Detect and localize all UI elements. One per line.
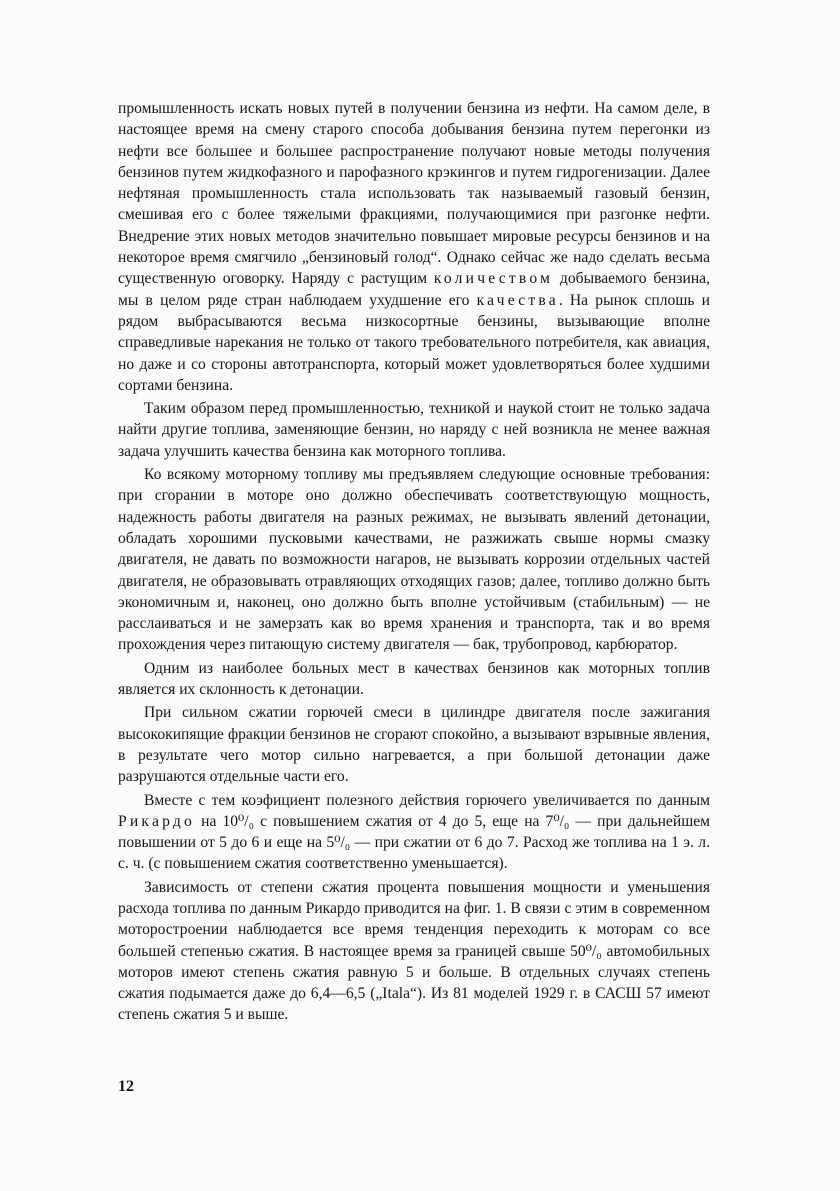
text-segment: на 10⁰/₀ с повышением сжатия от 4 до 5, еще на 7⁰/₀ — при дальнейшем повышении от 5 до 6 и еще на 5⁰/₀ — при сжатии от 6 до 7. Расход же топлива на 1 э. л. с. ч. (с повышением сжатия соответственно уменьшается). <box>118 812 710 873</box>
text-segment: . На рынок сплошь и рядом выбрасываются весьма низкосортные бензины, вызывающие вполне справедливые нарекания не только от такого требовательного потребителя, как авиация, но даже и со стороны автотранспорта, который может удовлетворяться более худшими сортами бензина. <box>118 291 710 394</box>
text-segment: добываемого бензина, мы в целом ряде стран наблюдаем ухудшение его <box>118 270 710 309</box>
spaced-emphasis: качества <box>476 291 559 309</box>
paragraph-1 <box>118 98 710 396</box>
text-segment: Ко всякому моторному топливу мы предъявляем следующие основные требования: при сгорании в моторе оно должно обеспечивать соответствующую мощность, надежность работы двигателя на разных режимах, не вызывать явлений детонации, обладать хорошими пусковыми качествами, не разжижать свыше нормы смазку двигателя, не давать по возможности нагаров, не вызывать коррозии отдельных частей двигателя, не образовывать отравляющих отходящих газов; далее, топливо должно быть экономичным и, наконец, оно должно быть вполне устойчивым (стабильным) — не расслаиваться и не замерзать как во время хранения и транспорта, так и во время прохождения через питающую систему двигателя — бак, трубопровод, карбюратор. <box>118 466 710 654</box>
text-segment: При сильном сжатии горючей смеси в цилиндре двигателя после зажигания высококипящие фракции бензинов не сгорают спокойно, а вызывают взрывные явления, в результате чего мотор сильно нагревается, а при большой детонации даже разрушаются отдельные части его. <box>118 704 710 786</box>
page-number: 12 <box>118 1078 134 1095</box>
body-text <box>118 98 710 1028</box>
text-segment: Одним из наиболее больных мест в качествах бензинов как моторных топлив является их склонность к детонации. <box>118 659 710 699</box>
text-segment: Таким образом перед промышленностью, техникой и наукой стоит не только задача найти другие топлива, заменяющие бензин, но наряду с ней возникла не менее важная задача улучшить качества бензина как моторного топлива. <box>118 400 710 460</box>
spaced-emphasis: количеством <box>433 270 554 288</box>
paragraph-2 <box>118 398 710 462</box>
spaced-emphasis: Рикардо <box>118 812 196 830</box>
text-segment: Зависимость от степени сжатия процента повышения мощности и уменьшения расхода топлива по данным Рикардо приводится на фиг. 1. В связи с этим в современном моторостроении наблюдается все время тенденция переходить к моторам со все большей степенью сжатия. В настоящее время за границей свыше 50⁰/₀ автомобильных моторов имеют степень сжатия равную 5 и больше. В отдельных случаях степень сжатия подымается даже до 6,4—6,5 („Itala“). Из 81 моделей 1929 г. в САСШ 57 имеют степень сжатия 5 и выше. <box>118 878 710 1024</box>
paragraph-6 <box>118 790 710 875</box>
paragraph-7 <box>118 877 710 1026</box>
paragraph-3 <box>118 464 710 656</box>
text-segment: промышленность искать новых путей в получении бензина из нефти. На самом деле, в настоящее время на смену старого способа добывания бензина путем перегонки из нефти все большее и большее распространение получают новые методы получения бензинов путем жидкофазного и парофазного крэкингов и путем гидрогенизации. Далее нефтяная промышленность стала использовать так называемый газовый бензин, смешивая его с более тяжелыми фракциями, получающимися при разгонке нефти. Внедрение этих новых методов значительно повышает мировые ресурсы бензинов и на некоторое время смягчило „бензиновый голод“. Однако сейчас же надо сделать весьма существенную оговорку. Наряду с растущим <box>118 100 710 288</box>
paragraph-4 <box>118 658 710 701</box>
text-segment: Вместе с тем коэфициент полезного действия горючего увеличивается по данным <box>144 791 710 809</box>
paragraph-5 <box>118 702 710 787</box>
